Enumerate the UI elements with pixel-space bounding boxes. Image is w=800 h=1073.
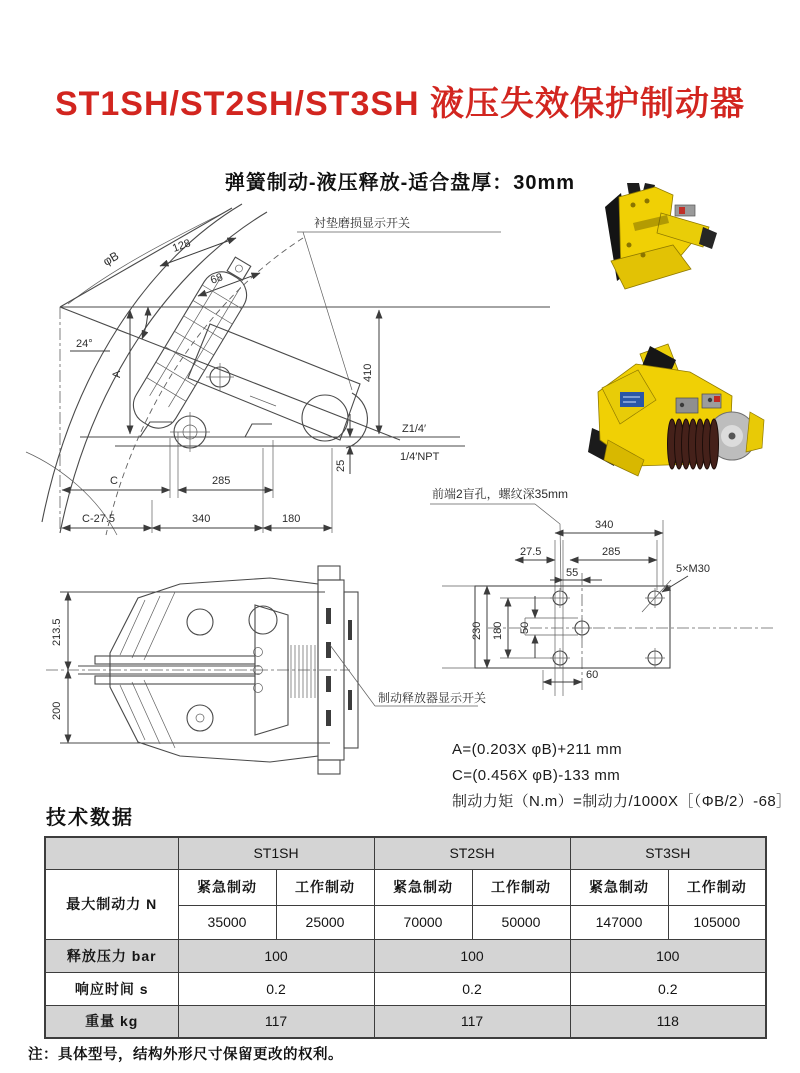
cell-value: 100 <box>374 939 570 972</box>
page-subtitle: 弹簧制动-液压释放-适合盘厚：30mm <box>224 172 576 194</box>
port-npt-label: 1/4′NPT <box>400 451 440 463</box>
mount-dim-230: 230 <box>471 621 483 640</box>
product-photo-top <box>575 183 725 308</box>
cell-value: 25000 <box>276 905 374 939</box>
dim-340: 340 <box>192 513 211 525</box>
table-row-subheaders <box>45 869 766 905</box>
table-row-models <box>45 837 766 869</box>
caliper-body <box>140 324 367 452</box>
cell-value: 70000 <box>374 905 472 939</box>
dim-128: 128 <box>170 237 193 255</box>
mount-dim-55: 55 <box>566 567 579 579</box>
dim-c: C <box>110 475 118 487</box>
cell-model-st3sh: ST3SH <box>570 837 766 869</box>
mount-dim-60: 60 <box>586 669 599 681</box>
cell-subheader: 工作制动 <box>668 869 766 905</box>
cell-value: 117 <box>374 1005 570 1038</box>
cell-value: 0.2 <box>570 972 766 1005</box>
cell-value: 100 <box>178 939 374 972</box>
formula-a: A=(0.203X φB)+211 mm <box>452 741 623 758</box>
cell-value: 35000 <box>178 905 276 939</box>
dim-25: 25 <box>335 459 347 472</box>
blind-hole-label: 前端2盲孔，螺纹深35mm <box>432 487 569 501</box>
front-dim-200: 200 <box>51 701 63 720</box>
cell-value: 100 <box>570 939 766 972</box>
phi-b-label: φB <box>100 248 122 269</box>
angle-label: 24° <box>76 338 93 350</box>
front-dim-2135: 213.5 <box>51 618 63 646</box>
cell-weight-label: 重量 kg <box>45 1005 178 1038</box>
product-photo-bottom <box>578 342 768 490</box>
mount-dim-275: 27.5 <box>520 546 542 558</box>
cell-value: 118 <box>570 1005 766 1038</box>
tech-data-heading: 技术数据 <box>46 807 134 829</box>
cell-subheader: 紧急制动 <box>570 869 668 905</box>
cell-subheader: 紧急制动 <box>374 869 472 905</box>
mount-dim-285: 285 <box>602 546 621 558</box>
caliper-pad-stack <box>126 250 263 436</box>
cell-subheader: 工作制动 <box>276 869 374 905</box>
formula-torque: 制动力矩（N.m）=制动力/1000X［（ΦB/2）-68］ <box>452 793 792 810</box>
cell-value: 147000 <box>570 905 668 939</box>
disc-arcs <box>26 204 303 535</box>
cell-subheader: 紧急制动 <box>178 869 276 905</box>
formula-c: C=(0.456X φB)-133 mm <box>452 767 621 784</box>
cell-value: 0.2 <box>178 972 374 1005</box>
dim-68: 68 <box>208 271 225 287</box>
spec-table <box>44 836 767 1039</box>
cell-blank <box>45 837 178 869</box>
dim-a: A <box>111 370 123 378</box>
cell-subheader: 工作制动 <box>472 869 570 905</box>
table-row-release-pressure <box>45 939 766 972</box>
brake-photo-2 <box>588 344 764 476</box>
wear-switch-label: 衬垫磨损显示开关 <box>314 216 411 230</box>
brake-photo-1 <box>605 183 717 289</box>
cell-model-st1sh: ST1SH <box>178 837 374 869</box>
m30-label: 5×M30 <box>676 563 710 575</box>
cell-response-label: 响应时间 s <box>45 972 178 1005</box>
cell-value: 117 <box>178 1005 374 1038</box>
cell-max-force-label: 最大制动力 N <box>45 869 178 939</box>
table-row-weight <box>45 1005 766 1038</box>
port-z-label: Z1/4′ <box>402 423 427 435</box>
cell-value: 0.2 <box>374 972 570 1005</box>
mount-dim-50: 50 <box>519 621 531 634</box>
cell-value: 50000 <box>472 905 570 939</box>
cell-pressure-label: 释放压力 bar <box>45 939 178 972</box>
dim-410: 410 <box>362 363 374 382</box>
cell-value: 105000 <box>668 905 766 939</box>
footer-note: 注：具体型号，结构外形尺寸保留更改的权利。 <box>28 1047 343 1063</box>
dim-285: 285 <box>212 475 231 487</box>
dim-c275: C-27.5 <box>82 513 116 525</box>
release-switch-label: 制动释放器显示开关 <box>378 691 487 705</box>
cell-model-st2sh: ST2SH <box>374 837 570 869</box>
mount-dim-180: 180 <box>492 621 504 640</box>
mount-dim-340: 340 <box>595 519 614 531</box>
front-view-drawing <box>20 550 490 785</box>
dim-180: 180 <box>282 513 301 525</box>
bellows-hatch <box>291 645 315 698</box>
formula-block <box>452 737 791 815</box>
page-title: ST1SH/ST2SH/ST3SH 液压失效保护制动器 <box>54 85 746 123</box>
table-row-response-time <box>45 972 766 1005</box>
